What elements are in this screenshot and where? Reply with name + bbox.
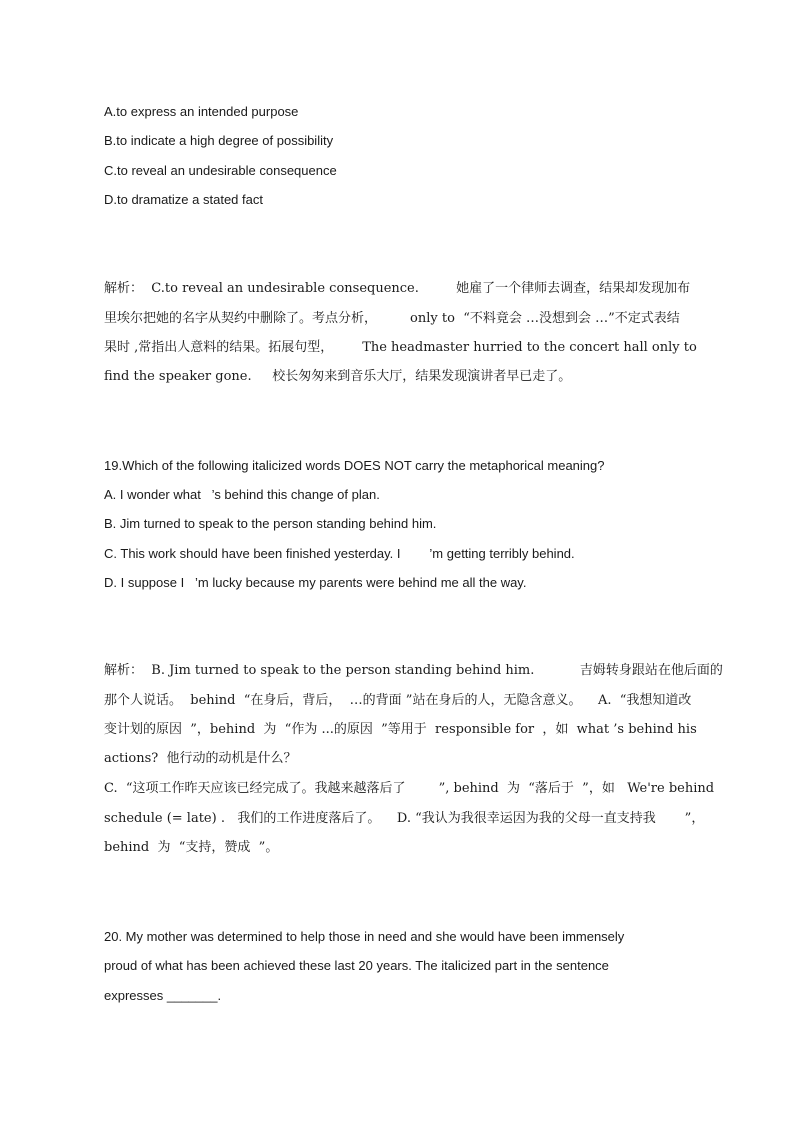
- analysis-19-line-6: schedule (= late) . 我们的工作进度落后了。 D. “我认为我很幸运因为我的父母一直支持我 ”，: [104, 811, 705, 826]
- analysis-18-line-3: 果时 ,常指出人意料的结果。拓展句型， The headmaster hurried to the concert hall only to: [104, 340, 697, 355]
- analysis-19-line-5: C. “这项工作昨天应该已经完成了。我越来越落后了 ”, behind 为 “落后于 ”，如 We're behind: [104, 781, 715, 796]
- option-19-b: B. Jim turned to speak to the person standing behind him.: [104, 516, 437, 531]
- question-20-line-3: expresses _______.: [104, 988, 222, 1003]
- analysis-19-line-4: actions? 他行动的动机是什么？: [104, 751, 297, 766]
- analysis-18-line-1: 解析： C.to reveal an undesirable consequence. 她雇了一个律师去调查，结果却发现加布: [104, 281, 691, 296]
- analysis-19-line-7: behind 为 “支持，赞成 ”。: [104, 840, 279, 855]
- option-18-c: C.to reveal an undesirable consequence: [104, 163, 337, 178]
- question-19-stem: 19.Which of the following italicized words DOES NOT carry the metaphorical meaning?: [104, 458, 605, 473]
- analysis-18-line-2: 里埃尔把她的名字从契约中删除了。考点分析， only to “不料竟会 …没想到会 …”不定式表结: [104, 311, 680, 326]
- option-18-b: B.to indicate a high degree of possibility: [104, 133, 334, 148]
- analysis-19-line-2: 那个人说话。 behind “在身后，背后， …的背面 ”站在身后的人，无隐含意义。 A. “我想知道改: [104, 693, 692, 708]
- option-18-a: A.to express an intended purpose: [104, 104, 299, 119]
- option-18-d: D.to dramatize a stated fact: [104, 192, 263, 207]
- option-19-c: C. This work should have been finished yesterday. I ’m getting terribly behind.: [104, 546, 575, 561]
- analysis-19-line-3: 变计划的原因 ”，behind 为 “作为 ...的原因 ”等用于 responsible for ，如 what ’s behind his: [104, 722, 697, 737]
- option-19-d: D. I suppose I ’m lucky because my parents were behind me all the way.: [104, 575, 527, 590]
- analysis-18-line-4: find the speaker gone. 校长匆匆来到音乐大厅，结果发现演讲者早已走了。: [104, 369, 572, 384]
- question-20-line-2: proud of what has been achieved these last 20 years. The italicized part in the sentence: [104, 958, 609, 973]
- question-20-line-1: 20. My mother was determined to help those in need and she would have been immensely: [104, 929, 625, 944]
- option-19-a: A. I wonder what ’s behind this change of plan.: [104, 487, 380, 502]
- analysis-19-line-1: 解析： B. Jim turned to speak to the person standing behind him. 吉姆转身跟站在他后面的: [104, 663, 723, 678]
